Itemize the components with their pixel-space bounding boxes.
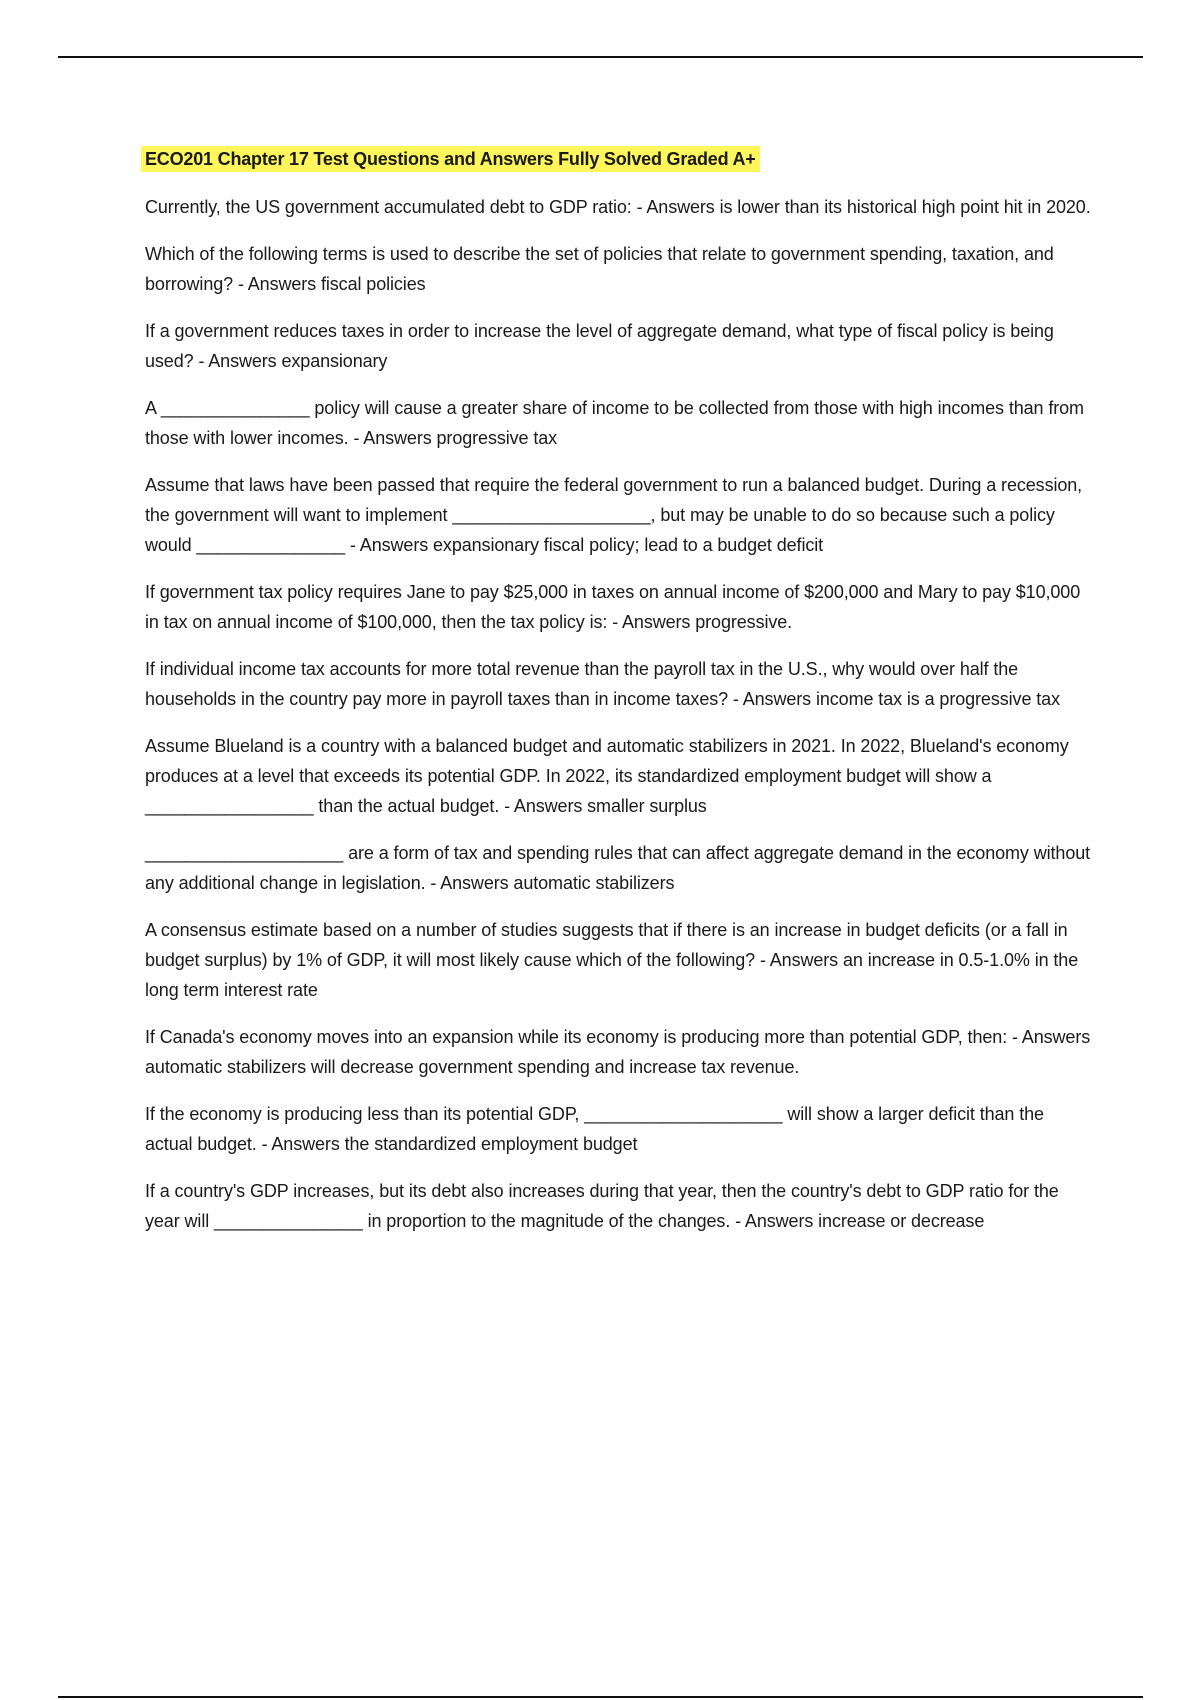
qa-item-12: If the economy is producing less than its potential GDP, ____________________ will show a larger deficit than the actual budget. - Answers the standardized employment budget xyxy=(145,1104,1044,1154)
bottom-rule xyxy=(58,1696,1143,1698)
document-title: ECO201 Chapter 17 Test Questions and Answers Fully Solved Graded A+ xyxy=(141,146,760,172)
qa-item-2: Which of the following terms is used to describe the set of policies that relate to government spending, taxation, and borrowing? - Answers fiscal policies xyxy=(145,244,1054,294)
qa-item-10: A consensus estimate based on a number of studies suggests that if there is an increase in budget deficits (or a fall in budget surplus) by 1% of GDP, it will most likely cause which of the following? - Answers an increase in 0.5-1.0% in the long term interest rate xyxy=(145,920,1079,1000)
qa-item-7: If individual income tax accounts for more total revenue than the payroll tax in the U.S., why would over half the households in the country pay more in payroll taxes than in income taxes? - Answers income tax is a progressive tax xyxy=(145,659,1060,709)
qa-item-3: If a government reduces taxes in order to increase the level of aggregate demand, what type of fiscal policy is being used? - Answers expansionary xyxy=(145,321,1054,371)
qa-item-6: If government tax policy requires Jane to pay $25,000 in taxes on annual income of $200,000 and Mary to pay $10,000 in tax on annual income of $100,000, then the tax policy is: - Answers progressive. xyxy=(145,582,1081,632)
top-rule xyxy=(58,56,1143,58)
document-content xyxy=(145,146,1095,1253)
qa-item-13: If a country's GDP increases, but its debt also increases during that year, then the country's debt to GDP ratio for the year will _______________ in proportion to the magnitude of the changes. - Answers increase or decrease xyxy=(145,1181,1059,1231)
qa-item-9: ____________________ are a form of tax and spending rules that can affect aggregate demand in the economy without any additional change in legislation. - Answers automatic stabilizers xyxy=(145,843,1091,893)
qa-item-5: Assume that laws have been passed that require the federal government to run a balanced budget. During a recession, the government will want to implement ____________________, but may be unable to do so because such a policy would _______________ - Answers expansionary fiscal policy; lead to a budget deficit xyxy=(145,475,1083,555)
qa-item-8: Assume Blueland is a country with a balanced budget and automatic stabilizers in 2021. In 2022, Blueland's economy produces at a level that exceeds its potential GDP. In 2022, its standardized employment budget will show a _________________ than the actual budget. - Answers smaller surplus xyxy=(145,736,1069,816)
qa-item-4: A _______________ policy will cause a greater share of income to be collected from those with high incomes than from those with lower incomes. - Answers progressive tax xyxy=(145,398,1084,448)
qa-item-11: If Canada's economy moves into an expansion while its economy is producing more than potential GDP, then: - Answers automatic stabilizers will decrease government spending and increase tax revenue. xyxy=(145,1027,1091,1077)
qa-item-1: Currently, the US government accumulated debt to GDP ratio: - Answers is lower than its historical high point hit in 2020. xyxy=(145,197,1091,217)
